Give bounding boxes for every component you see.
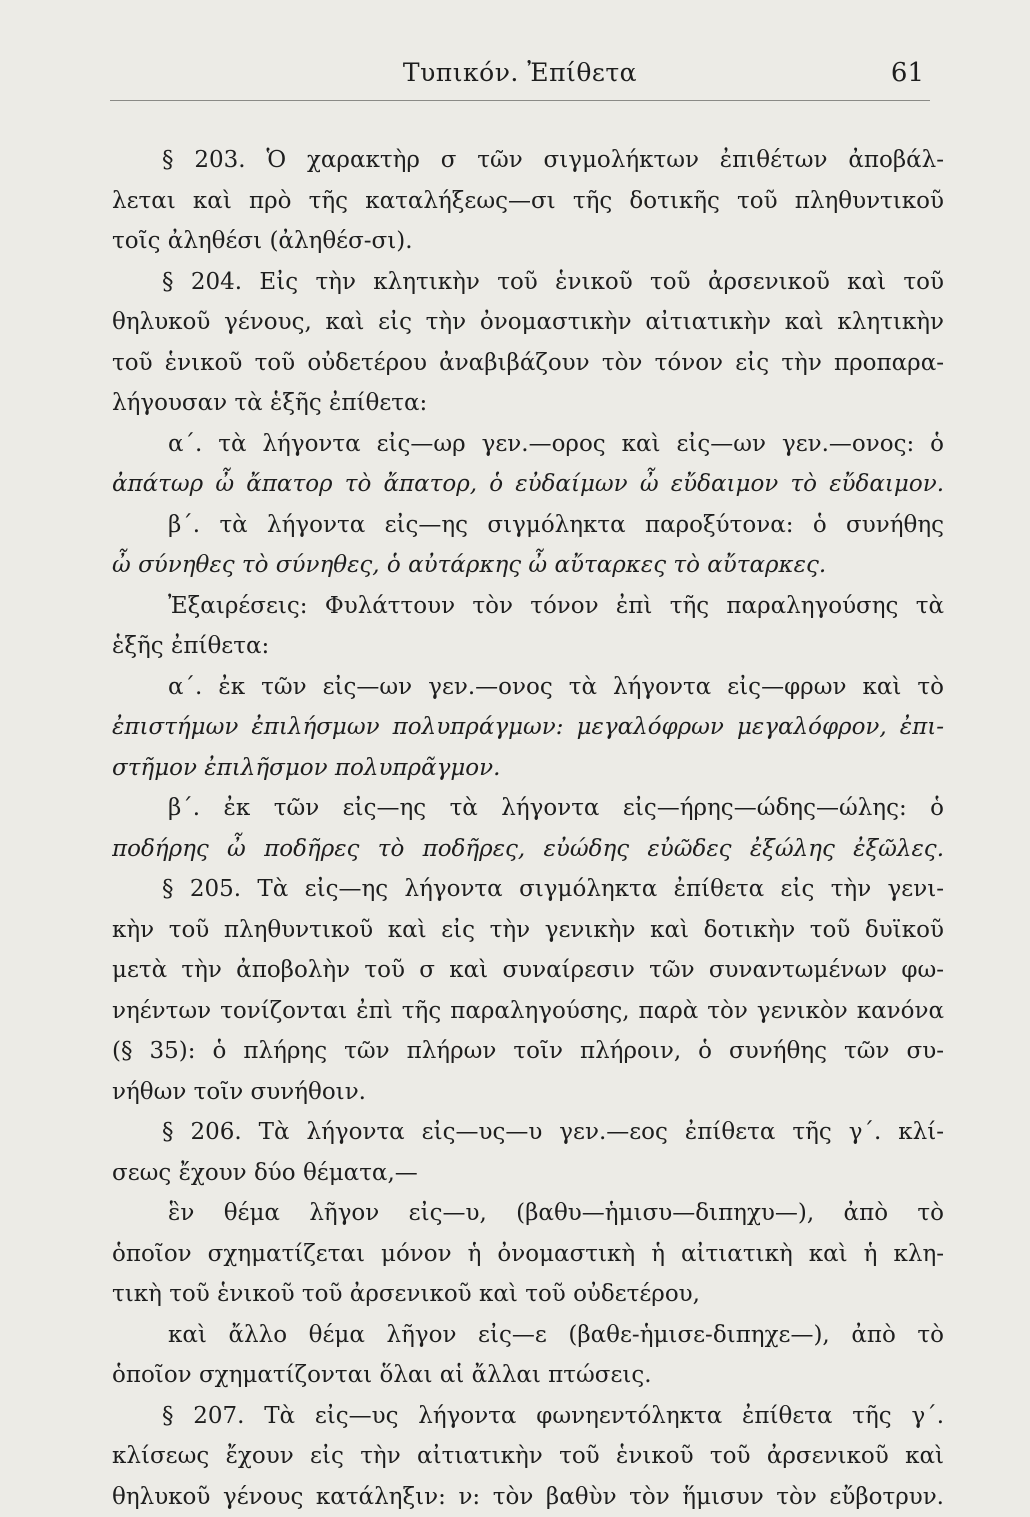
text-line: ἐπιστήμων ἐπιλήσμων πολυπράγμων: μεγαλόφρων μεγαλόφρον, ἐπι- bbox=[112, 707, 944, 748]
text-line: κλίσεως ἔχουν εἰς τὴν αἰτιατικὴν τοῦ ἑνικοῦ τοῦ ἀρσενικοῦ καὶ bbox=[112, 1436, 944, 1477]
text-line: β΄. τὰ λήγοντα εἰς—ης σιγμόληκτα παροξύτονα: ὁ συνήθης bbox=[112, 505, 944, 546]
text-line: νήθων τοῖν συνήθοιν. bbox=[112, 1072, 944, 1113]
text-line: τικὴ τοῦ ἑνικοῦ τοῦ ἀρσενικοῦ καὶ τοῦ οὐδετέρου, bbox=[112, 1274, 944, 1315]
running-head: Τυπικόν. Ἐπίθετα bbox=[110, 58, 930, 87]
text-line: κὴν τοῦ πληθυντικοῦ καὶ εἰς τὴν γενικὴν καὶ δοτικὴν τοῦ δυϊκοῦ bbox=[112, 910, 944, 951]
page-header bbox=[110, 58, 930, 101]
text-line: ἑξῆς ἐπίθετα: bbox=[112, 626, 944, 667]
text-line: Ἐξαιρέσεις: Φυλάττουν τὸν τόνον ἐπὶ τῆς παραληγούσης τὰ bbox=[112, 586, 944, 627]
text-line: ποδήρης ὦ ποδῆρες τὸ ποδῆρες, εὐώδης εὐῶδες ἐξώλης ἐξῶλες. bbox=[112, 829, 944, 870]
text-line: ἓν θέμα λῆγον εἰς—υ, (βαθυ—ἡμισυ—διπηχυ—), ἀπὸ τὸ bbox=[112, 1193, 944, 1234]
text-line: θηλυκοῦ γένους κατάληξιν: ν: τὸν βαθὺν τὸν ἥμισυν τὸν εὔβοτρυν. bbox=[112, 1477, 944, 1517]
text-line: καὶ ἄλλο θέμα λῆγον εἰς—ε (βαθε-ἡμισε-διπηχε—), ἀπὸ τὸ bbox=[112, 1315, 944, 1356]
text-line: λεται καὶ πρὸ τῆς καταλήξεως—σι τῆς δοτικῆς τοῦ πληθυντικοῦ bbox=[112, 181, 944, 222]
text-line: θηλυκοῦ γένους, καὶ εἰς τὴν ὀνομαστικὴν αἰτιατικὴν καὶ κλητικὴν bbox=[112, 302, 944, 343]
page-body bbox=[112, 140, 944, 1517]
text-line: νηέντων τονίζονται ἐπὶ τῆς παραληγούσης, παρὰ τὸν γενικὸν κανόνα bbox=[112, 991, 944, 1032]
text-line: σεως ἔχουν δύο θέματα,— bbox=[112, 1153, 944, 1194]
page-number: 61 bbox=[891, 58, 924, 88]
text-line: (§ 35): ὁ πλήρης τῶν πλήρων τοῖν πλήροιν, ὁ συνήθης τῶν συ- bbox=[112, 1031, 944, 1072]
text-line: § 203. Ὁ χαρακτὴρ σ τῶν σιγμολήκτων ἐπιθέτων ἀποβάλ- bbox=[112, 140, 944, 181]
text-line: στῆμον ἐπιλῆσμον πολυπρᾶγμον. bbox=[112, 748, 944, 789]
text-line: § 204. Εἰς τὴν κλητικὴν τοῦ ἑνικοῦ τοῦ ἀρσενικοῦ καὶ τοῦ bbox=[112, 262, 944, 303]
text-line: § 205. Τὰ εἰς—ης λήγοντα σιγμόληκτα ἐπίθετα εἰς τὴν γενι- bbox=[112, 869, 944, 910]
text-line: ὦ σύνηθες τὸ σύνηθες, ὁ αὐτάρκης ὦ αὔταρκες τὸ αὔταρκες. bbox=[112, 545, 944, 586]
text-line: ὁποῖον σχηματίζεται μόνον ἡ ὀνομαστικὴ ἡ αἰτιατικὴ καὶ ἡ κλη- bbox=[112, 1234, 944, 1275]
text-line: α΄. ἐκ τῶν εἰς—ων γεν.—ονος τὰ λήγοντα εἰς—φρων καὶ τὸ bbox=[112, 667, 944, 708]
text-line: § 206. Τὰ λήγοντα εἰς—υς—υ γεν.—εος ἐπίθετα τῆς γ΄. κλί- bbox=[112, 1112, 944, 1153]
text-line: ὁποῖον σχηματίζονται ὅλαι αἱ ἄλλαι πτώσεις. bbox=[112, 1355, 944, 1396]
text-line: λήγουσαν τὰ ἑξῆς ἐπίθετα: bbox=[112, 383, 944, 424]
text-line: § 207. Τὰ εἰς—υς λήγοντα φωνηεντόληκτα ἐπίθετα τῆς γ΄. bbox=[112, 1396, 944, 1437]
text-line: ἀπάτωρ ὦ ἄπατορ τὸ ἄπατορ, ὁ εὐδαίμων ὦ εὔδαιμον τὸ εὔδαιμον. bbox=[112, 464, 944, 505]
text-line: α΄. τὰ λήγοντα εἰς—ωρ γεν.—ορος καὶ εἰς—ων γεν.—ονος: ὁ bbox=[112, 424, 944, 465]
text-line: μετὰ τὴν ἀποβολὴν τοῦ σ καὶ συναίρεσιν τῶν συναντωμένων φω- bbox=[112, 950, 944, 991]
text-line: τοῦ ἑνικοῦ τοῦ οὐδετέρου ἀναβιβάζουν τὸν τόνον εἰς τὴν προπαρα- bbox=[112, 343, 944, 384]
text-line: τοῖς ἀληθέσι (ἀληθέσ-σι). bbox=[112, 221, 944, 262]
text-line: β΄. ἐκ τῶν εἰς—ης τὰ λήγοντα εἰς—ήρης—ώδης—ώλης: ὁ bbox=[112, 788, 944, 829]
